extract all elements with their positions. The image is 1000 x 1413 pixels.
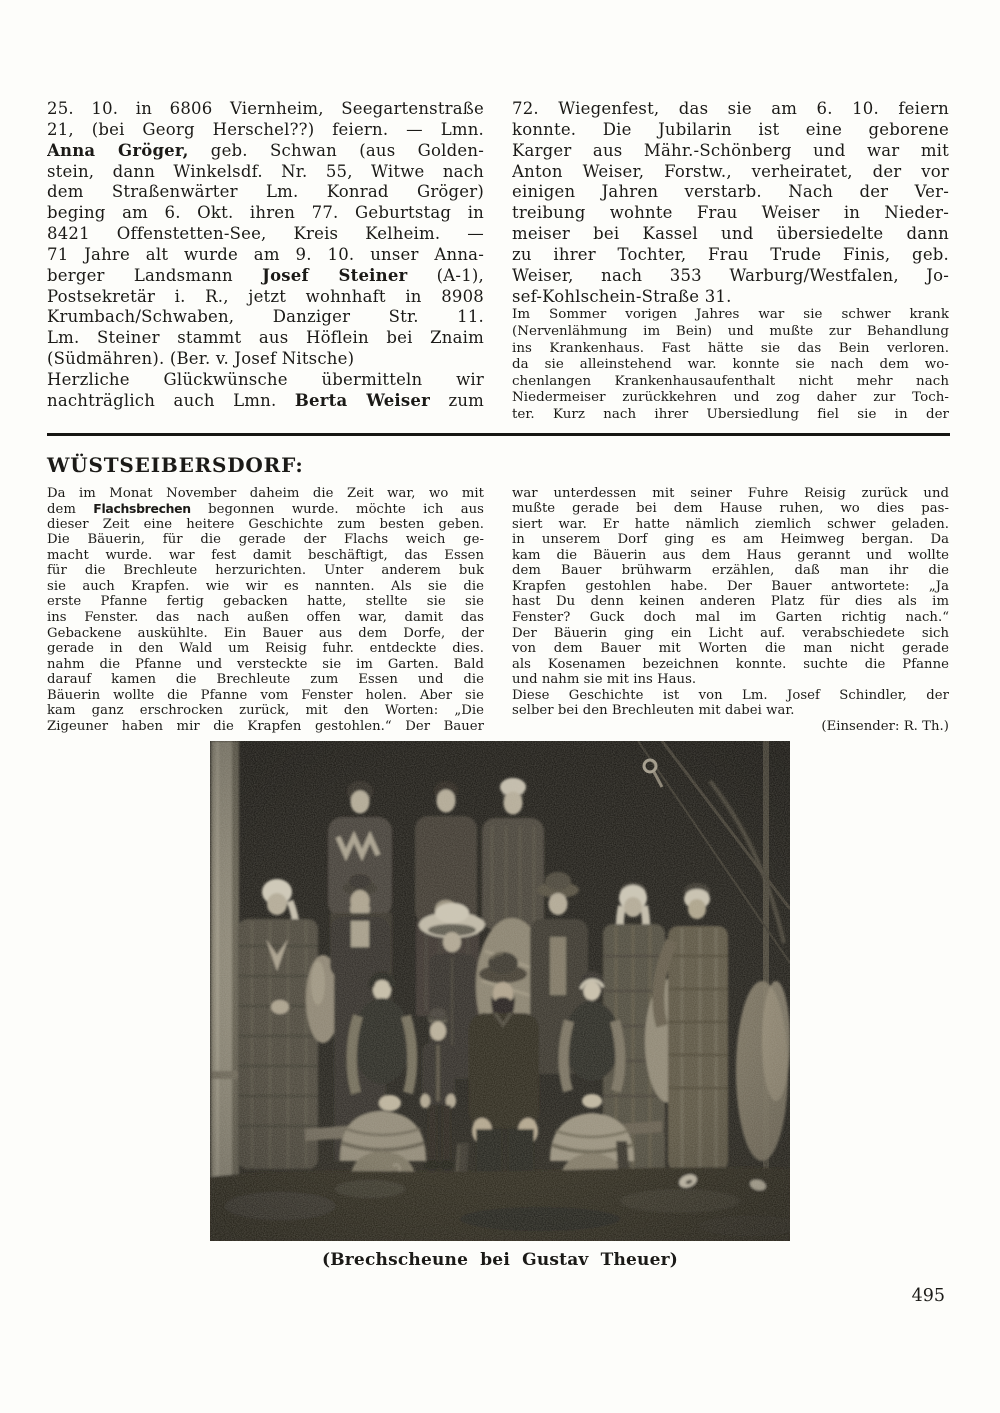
obituary-right-small-text [512,307,949,423]
text-run: für die Brechleute herzurichten. Unter anderem buk [47,563,484,579]
text-line [47,626,484,642]
text-line [47,657,484,673]
text-run: berger Landsmann [47,265,263,285]
text-line [512,141,949,162]
text-line [47,391,484,412]
text-line [47,610,484,626]
text-run: ins Krankenhaus. Fast hätte sie das Bein verloren. [512,340,949,356]
obituary-column-right [512,99,949,424]
text-run: Anton Weiser, Forstw., verheiratet, der vor [512,161,949,181]
group-photo [210,741,790,1241]
text-line [512,224,949,245]
text-run: Bäuerin wollte die Pfanne vom Fenster holen. Aber sie [47,687,484,703]
story-column-right [512,486,949,735]
text-line [47,532,484,548]
emphasized-name: Josef Steiner [262,265,408,285]
page-number: 495 [911,1286,945,1306]
section-divider [47,433,950,436]
text-run: Weiser, nach 353 Warburg/Westfalen, Jo- [512,265,949,285]
text-run: mußte gerade bei dem Hause ruhen, wo dies pas- [512,501,949,517]
text-run: gerade in den Wald um Reisig fuhr. entdeckte dies. [47,641,484,657]
text-run: (A-1), [407,265,484,285]
text-run: macht wurde. war fest damit beschäftigt, das Essen [47,547,484,563]
text-run: kam ganz erschrocken zurück, mit den Worten: „Die [47,703,484,719]
text-line [512,517,949,533]
text-run: 21, (bei Georg Herschel??) feiern. — Lmn. [47,119,484,139]
text-line [512,407,949,424]
text-run: da sie alleinstehend war. konnte sie nach dem wo- [512,357,949,373]
text-line [512,182,949,203]
text-line [47,517,484,533]
text-line [47,703,484,719]
text-line [47,99,484,120]
section-heading: WÜSTSEIBERSDORF: [47,452,304,477]
text-run: Fenster? Guck doch mal im Garten richtig nach.“ [512,609,949,625]
text-run: Karger aus Mähr.-Schönberg und war mit [512,140,949,160]
text-run: dem Straßenwärter Lm. Konrad Gröger) [47,182,484,202]
text-line [512,390,949,407]
text-run: (Nervenlähmung im Bein) und mußte zur Behandlung [512,324,949,340]
text-run: Da im Monat November daheim die Zeit war, wo mit [47,485,484,501]
emphasized-name: Anna Gröger, [47,140,189,160]
text-run: (Südmähren). (Ber. v. Josef Nitsche) [47,349,355,369]
text-line [512,579,949,595]
text-line [47,688,484,704]
text-line [512,341,949,358]
text-line [47,641,484,657]
text-run: selber bei den Brechleuten mit dabei war. [512,703,795,719]
text-line [47,141,484,162]
text-run: Gebackene auskühlte. Ein Bauer aus dem Dorfe, der [47,625,484,641]
text-line [512,307,949,324]
story-column-left [47,486,484,735]
text-line [47,579,484,595]
text-line [47,245,484,266]
text-line [47,224,484,245]
text-run: 71 Jahre alt wurde am 9. 10. unser Anna- [47,244,484,264]
text-line [47,266,484,287]
text-line [512,245,949,266]
text-line [47,203,484,224]
emphasized-name: Flachsbrechen [93,501,191,517]
text-run: einigen Jahren verstarb. Nach der Ver- [512,182,949,202]
text-run: (Einsender: R. Th.) [821,718,949,734]
text-run: beging am 6. Okt. ihren 77. Geburtstag in [47,203,484,223]
text-line [47,594,484,610]
text-run: meiser bei Kassel und übersiedelte dann [512,224,949,244]
text-line [47,182,484,203]
text-run: siert war. Er hatte nämlich ziemlich schwer geladen. [512,516,949,532]
obituary-column-left [47,99,484,424]
text-line [47,672,484,688]
text-run: chenlangen Krankenhausaufenthalt nicht mehr nach [512,373,949,389]
text-line [512,641,949,657]
text-line [47,328,484,349]
text-line [47,563,484,579]
text-run: Krumbach/Schwaben, Danziger Str. 11. [47,307,484,327]
text-run: ins Fenster. das nach außen offen war, damit das [47,609,484,625]
text-run: treibung wohnte Frau Weiser in Nieder- [512,203,949,223]
page-content [47,99,950,1270]
text-run: und nahm sie mit ins Haus. [512,672,697,688]
text-run: Diese Geschichte ist von Lm. Josef Schindler, der [512,687,949,703]
text-run: hast Du denn keinen anderen Platz für dies als im [512,594,949,610]
text-line [512,266,949,287]
photo-figure [210,741,790,1270]
text-run: konnte. Die Jubilarin ist eine geborene [512,119,949,139]
text-run: zum [429,390,484,410]
text-run: Der Bäuerin ging ein Licht auf. verabschiedete sich [512,625,949,641]
photo-caption: (Brechscheune bei Gustav Theuer) [321,1250,679,1271]
text-run: begonnen wurde. möchte ich aus [190,502,484,517]
text-run: Im Sommer vorigen Jahres war sie schwer krank [512,307,949,323]
text-run: Niedermeiser zurückkehren und zog daher zur Toch- [512,390,949,406]
story-columns [47,486,950,735]
text-run: Lm. Steiner stammt aus Höflein bei Znaim [47,328,484,348]
text-line [512,99,949,120]
text-run: in unserem Dorf ging es am Heimweg bergan. Da [512,532,949,548]
text-line [512,672,949,688]
text-line [512,703,949,719]
text-run: geb. Schwan (aus Golden- [188,140,484,160]
text-run: 25. 10. in 6806 Viernheim, Seegartenstraße [47,99,484,118]
text-run: war unterdessen mit seiner Fuhre Reisig zurück und [512,485,949,501]
text-run: stein, dann Winkelsdf. Nr. 55, Witwe nach [47,161,484,181]
text-line [47,548,484,564]
text-line [512,719,949,735]
text-run: von dem Bauer mit Worten die man nicht gerade [512,641,949,657]
obituary-right-large-text [512,99,949,307]
text-run: dem Bauer brühwarm erzählen, daß man ihr die [512,563,949,579]
text-line [512,563,949,579]
text-line [47,719,484,735]
text-run: dieser Zeit eine heitere Geschichte zum besten geben. [47,516,484,532]
text-run: ter. Kurz nach ihrer Übersiedlung fiel sie in der [512,407,949,422]
text-line [47,307,484,328]
text-run: Zigeuner haben mir die Krapfen gestohlen.“ Der Bauer [47,718,484,734]
text-run: 72. Wiegenfest, das sie am 6. 10. feiern [512,99,949,118]
text-run: Herzliche Glückwünsche übermitteln wir [47,369,484,389]
text-run: zu ihrer Tochter, Frau Trude Finis, geb. [512,244,949,264]
text-run: kam die Bäuerin aus dem Haus gerannt und wollte [512,547,949,563]
text-run: erste Pfanne fertig gebacken hatte, stellte sie sie [47,594,484,610]
text-line [512,486,949,502]
text-run: nahm die Pfanne und versteckte sie im Garten. Bald [47,656,484,672]
text-line [512,287,949,308]
obituary-columns [47,99,950,424]
text-line [512,594,949,610]
text-run: Postsekretär i. R., jetzt wohnhaft in 8908 [47,286,484,306]
text-run: dem [47,502,94,517]
text-line [47,120,484,141]
text-run: 8421 Offenstetten-See, Kreis Kelheim. — [47,224,484,244]
text-line [47,501,484,517]
text-line [512,120,949,141]
text-line [512,357,949,374]
text-line [47,370,484,391]
text-line [512,626,949,642]
text-run: Krapfen gestohlen habe. Der Bauer antwortete: „Ja [512,578,949,594]
text-line [47,162,484,183]
text-line [512,324,949,341]
text-line [47,349,484,370]
emphasized-name: Berta Weiser [294,390,430,410]
text-line [512,532,949,548]
text-run: darauf kamen die Brechleute zum Essen und die [47,672,484,688]
text-run: sef-Kohlschein-Straße 31. [512,286,732,306]
text-line [512,688,949,704]
text-line [512,548,949,564]
text-line [512,501,949,517]
text-run: als Kosenamen bezeichnen konnte. suchte die Pfanne [512,656,949,672]
text-run: Die Bäuerin, für die gerade der Flachs weich ge- [47,532,484,548]
text-line [512,657,949,673]
text-line [512,374,949,391]
text-run: sie auch Krapfen. wie wir es nannten. Als sie die [47,578,484,594]
text-line [47,287,484,308]
text-line [512,610,949,626]
text-line [47,486,484,502]
text-line [512,203,949,224]
text-run: nachträglich auch Lmn. [47,390,295,410]
text-line [512,162,949,183]
